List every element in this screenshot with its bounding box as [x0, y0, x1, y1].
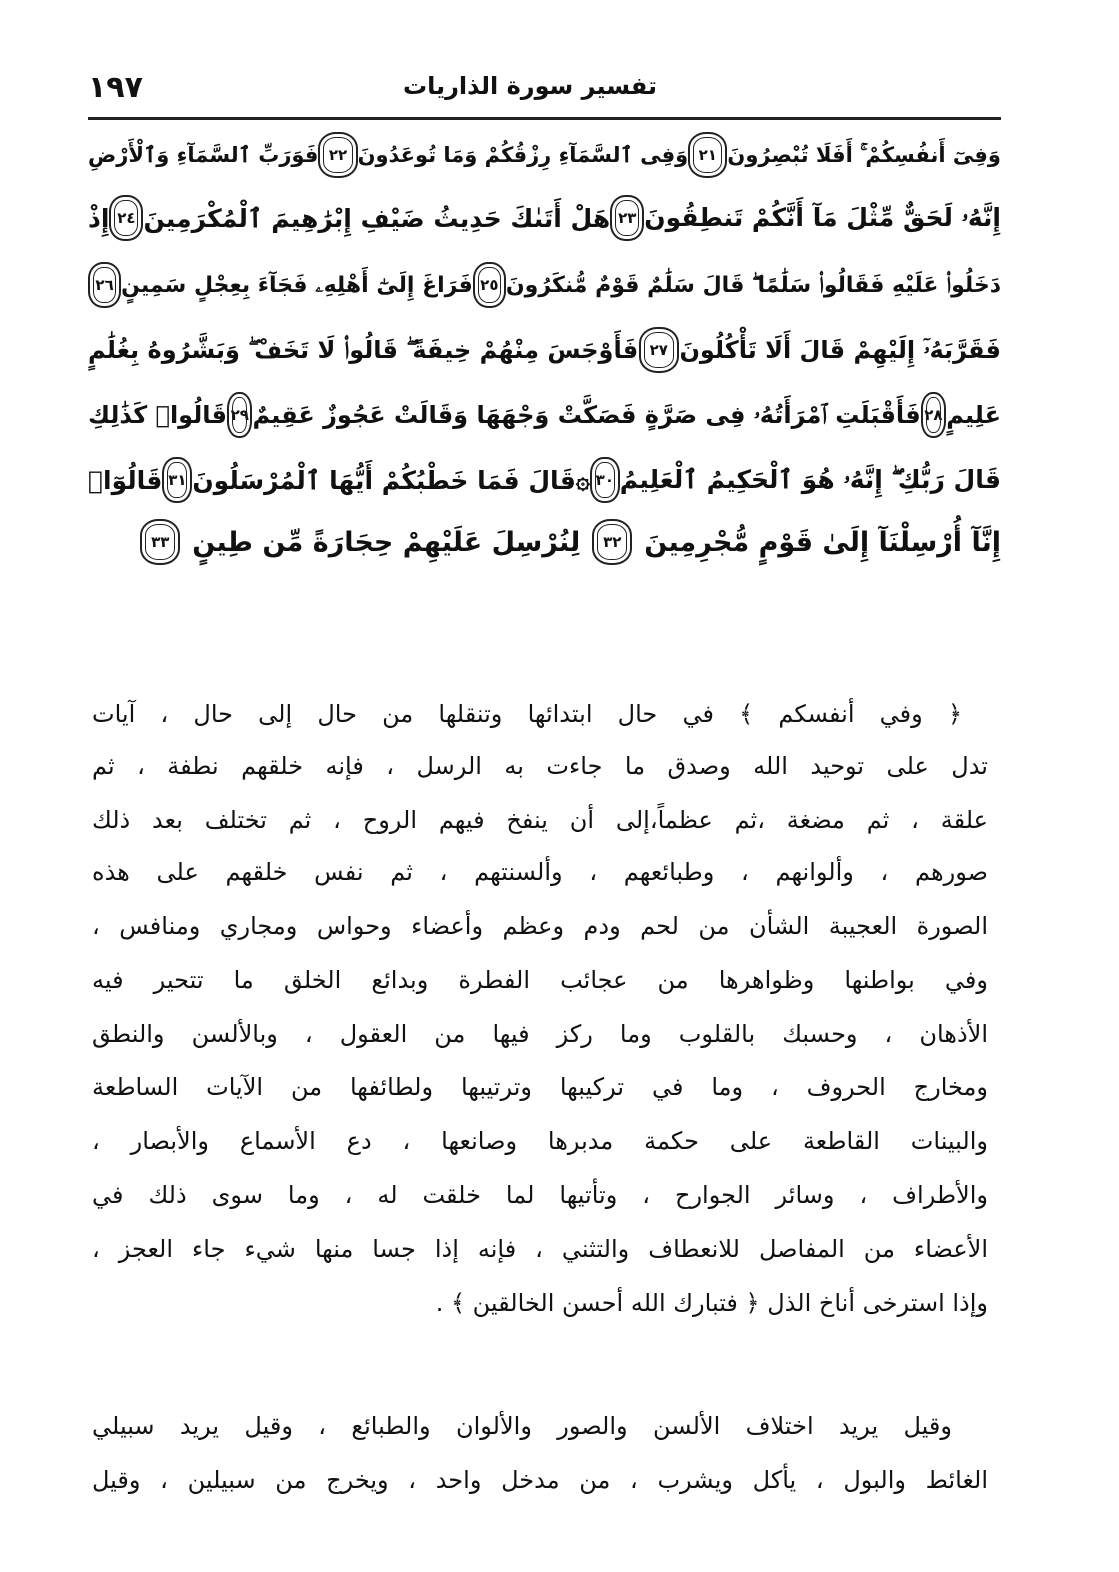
verse-text: عَلِيمٍ [946, 401, 1001, 429]
verse-text: فَأَقْبَلَتِ ٱمْرَأَتُهُۥ فِى صَرَّةٍ فَصَكَّتْ وَجْهَهَا وَقَالَتْ عَجُوزٌ عَقِيمٌ [252, 401, 921, 429]
text-line: والبينات القاطعة على حكمة مدبرها وصانعها ، دع الأسماع والأبصار ، [92, 1127, 988, 1155]
verse-text: إِنَّآ أُرْسِلْنَآ إِلَىٰ قَوْمٍ مُّجْرِمِينَ [644, 526, 1001, 558]
verse-text: فَقَرَّبَهُۥٓ إِلَيْهِمْ قَالَ أَلَا تَأْكُلُونَ [679, 336, 1001, 364]
running-title: تفسير سورة الذاريات [402, 72, 658, 100]
text-line: الغائط والبول ، يأكل ويشرب ، من مدخل واحد ، ويخرج من سبيلين ، وقيل [92, 1466, 988, 1494]
verse-text: إِنَّهُۥ لَحَقٌّ مِّثْلَ مَآ أَنَّكُمْ تَنطِقُونَ [644, 203, 1001, 232]
ayah-number-marker: ٢١ [688, 132, 727, 178]
quran-line [88, 385, 1001, 445]
text-line: والأطراف ، وسائر الجوارح ، وتأتيها لما خلقت له ، وما سوى ذلك في [92, 1181, 988, 1209]
ayah-number-marker: ٣٠ [590, 457, 620, 503]
verse-text: وَفِىٓ أَنفُسِكُمْ ۚ أَفَلَا تُبْصِرُونَ [727, 142, 1001, 167]
verse-text: وَفِى ٱلسَّمَآءِ رِزْقُكُمْ وَمَا تُوعَدُونَ [357, 143, 689, 167]
ayah-number-marker: ٣٢ [592, 519, 632, 565]
text-line: وقيل يريد اختلاف الألسن والصور والألوان والطبائع ، وقيل يريد سبيلي [92, 1412, 952, 1440]
ayah-number-marker: ٣١ [162, 457, 192, 503]
header-rule [88, 117, 1001, 120]
verse-text: قَالُوٓا۟ [88, 465, 163, 495]
verse-text: لِنُرْسِلَ عَلَيْهِمْ حِجَارَةً مِّن طِينٍ [192, 526, 581, 558]
verse-text: إِذْ [88, 203, 110, 233]
text-line: ﴿ وفي أنفسكم ﴾ في حال ابتدائها وتنقلها من حال إلى حال ، آيات [92, 700, 962, 728]
ayah-number-marker: ٢٥ [473, 262, 506, 308]
ayah-number-marker: ٢٣ [610, 195, 644, 241]
verse-text: قَالَ فَمَا خَطْبُكُمْ أَيُّهَا ٱلْمُرْسَلُونَ [192, 465, 576, 495]
ayah-number-marker: ٢٢ [318, 132, 357, 178]
text-line: الصورة العجيبة الشأن من لحم ودم وعظم وأعضاء وحواس ومجاري ومنافس ، [92, 912, 988, 940]
quran-line [88, 450, 1001, 510]
quran-line [88, 188, 1001, 248]
text-line: وإذا استرخى أناخ الذل ﴿ فتبارك الله أحسن الخالقين ﴾ . [435, 1289, 988, 1317]
verse-text: قَالُوا۟ كَذَٰلِكِ [88, 401, 227, 429]
ayah-number-marker: ٢٦ [88, 262, 121, 308]
quran-line [88, 512, 1001, 572]
verse-text: فَأَوْجَسَ مِنْهُمْ خِيفَةً ۖ قَالُوا۟ لَا تَخَفْ ۖ وَبَشَّرُوهُ بِغُلَٰمٍ [88, 336, 639, 364]
quran-line [88, 320, 1001, 380]
text-line: ومخارج الحروف ، وما في تركيبها وترتيبها ولطائفها من الآيات الساطعة [92, 1073, 988, 1101]
hizb-star-icon: ۞ [575, 466, 590, 494]
text-line: علقة ، ثم مضغة ،ثم عظماً،إلى أن ينفخ فيهم الروح ، ثم تختلف بعد ذلك [92, 806, 988, 834]
ayah-number-marker: ٢٧ [639, 327, 679, 373]
ayah-number-marker: ٣٣ [140, 519, 180, 565]
text-line: الأذهان ، وحسبك بالقلوب وما ركز فيها من العقول ، وبالألسن والنطق [92, 1020, 988, 1048]
verse-text: فَوَرَبِّ ٱلسَّمَآءِ وَٱلْأَرْضِ [88, 143, 319, 167]
text-line: الأعضاء من المفاصل للانعطاف والتثني ، فإنه إذا جسا منها شيء جاء العجز ، [92, 1235, 988, 1263]
page-number: ١٩٧ [88, 70, 143, 105]
ayah-number-marker: ٢٨ [921, 392, 947, 438]
verse-text: قَالَ رَبُّكِ ۖ إِنَّهُۥ هُوَ ٱلْحَكِيمُ ٱلْعَلِيمُ [619, 465, 1001, 494]
quran-line [88, 255, 1001, 315]
ayah-number-marker: ٢٩ [227, 392, 253, 438]
text-line: وفي بواطنها وظواهرها من عجائب الفطرة وبدائع الخلق ما تتحير فيه [92, 966, 988, 994]
text-line: صورهم ، وألوانهم ، وطبائعهم ، وألسنتهم ، ثم نفس خلقهم على هذه [92, 858, 988, 886]
verse-text: فَرَاغَ إِلَىٰٓ أَهْلِهِۦ فَجَآءَ بِعِجْلٍ سَمِينٍ [121, 272, 473, 298]
verse-text: هَلْ أَتَىٰكَ حَدِيثُ ضَيْفِ إِبْرَٰهِيمَ ٱلْمُكْرَمِينَ [143, 203, 611, 233]
verse-text: دَخَلُوا۟ عَلَيْهِ فَقَالُوا۟ سَلَٰمًا ۖ قَالَ سَلَٰمٌ قَوْمٌ مُّنكَرُونَ [505, 272, 1001, 298]
ayah-number-marker: ٢٤ [109, 195, 143, 241]
text-line: تدل على توحيد الله وصدق ما جاءت به الرسل ، فإنه خلقهم نطفة ، ثم [92, 752, 988, 780]
quran-line [88, 125, 1001, 185]
